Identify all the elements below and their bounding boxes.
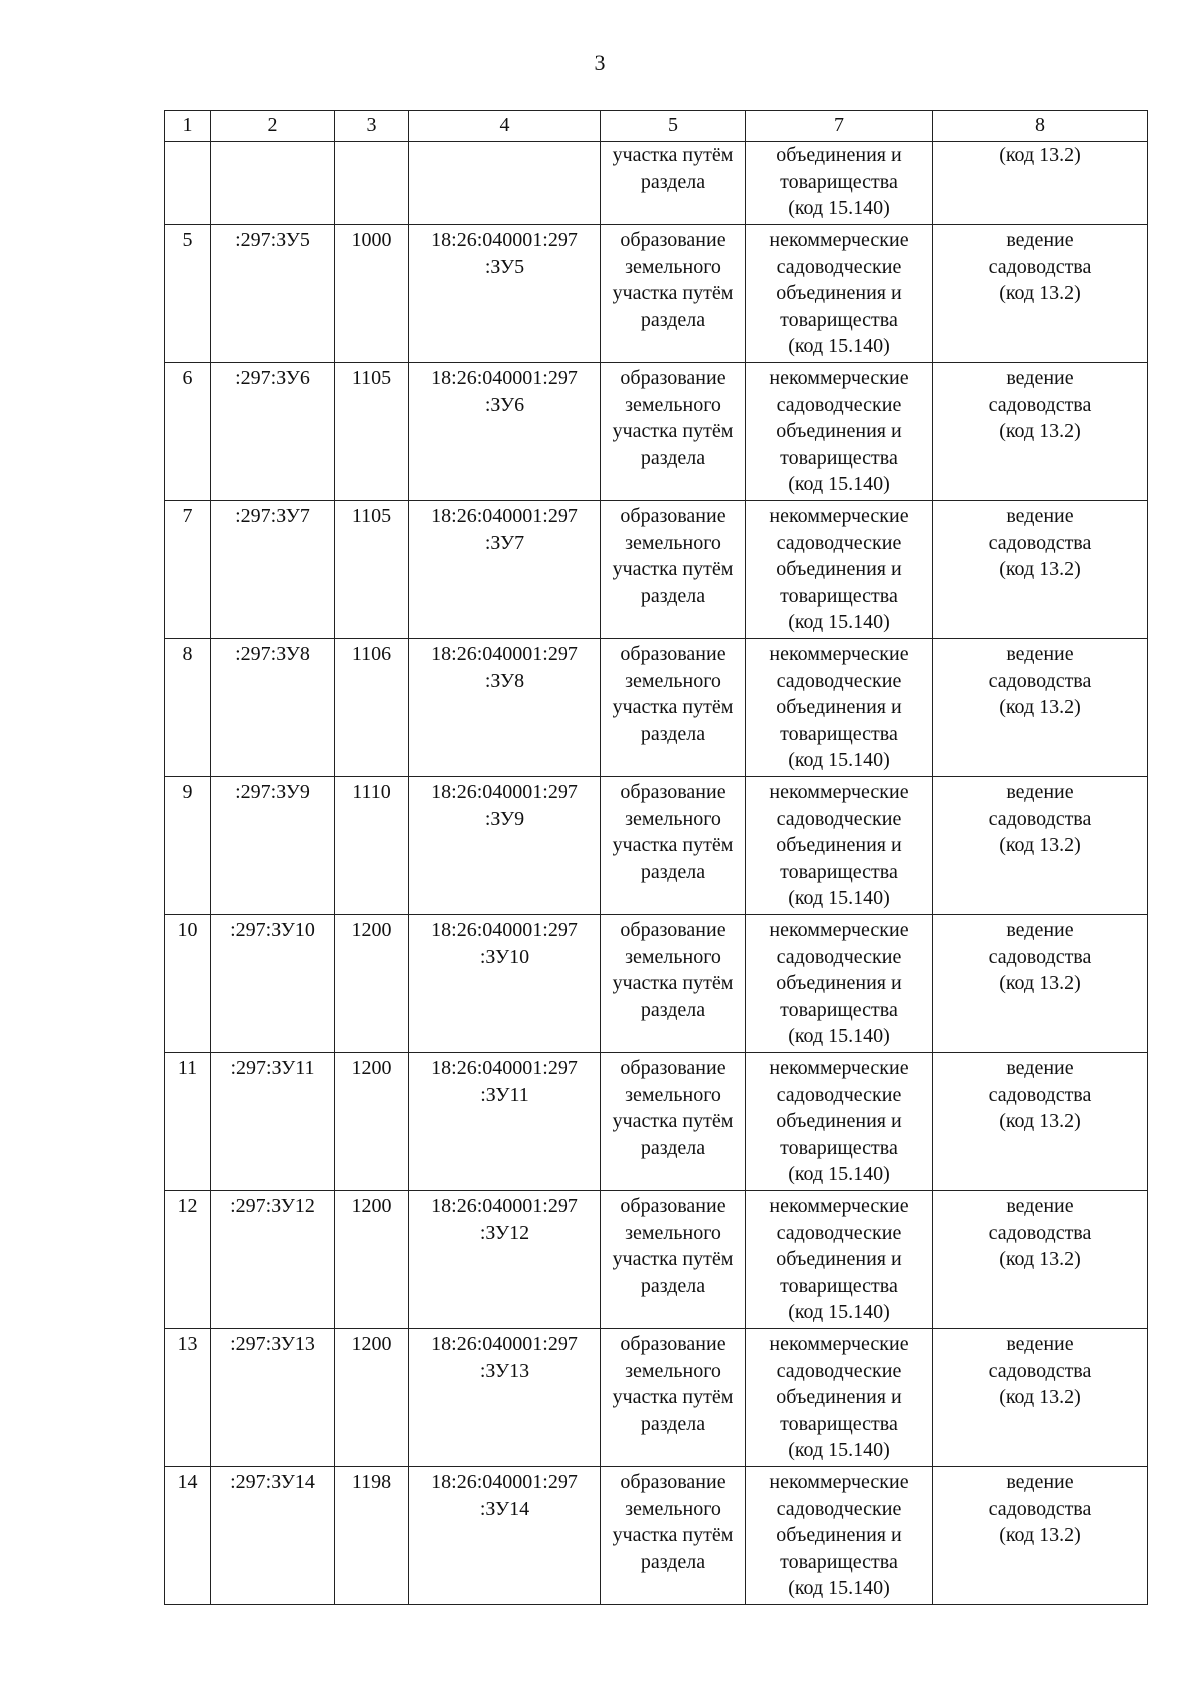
cell-line: ведение xyxy=(1006,505,1074,527)
cell-line: объединения и xyxy=(776,696,902,718)
cell-line: объединения и xyxy=(776,834,902,856)
permitted-use-cell xyxy=(746,501,933,639)
cell-line: 18:26:040001:297 xyxy=(431,505,578,527)
use-type-cell xyxy=(933,1053,1148,1191)
cell-line: садоводческие xyxy=(776,393,902,416)
cell-line: ведение xyxy=(1006,781,1074,803)
cell-line: садоводческие xyxy=(776,945,902,968)
cell-line: участка путём xyxy=(612,1248,734,1270)
cell-line: участка путём xyxy=(612,972,734,994)
cadastral-number-cell xyxy=(409,1467,601,1605)
cell-line: садоводческие xyxy=(776,1083,902,1106)
permitted-use-cell xyxy=(746,225,933,363)
cell-line: садоводческие xyxy=(776,1359,902,1382)
cell-line: образование xyxy=(620,367,726,389)
cell-line: некоммерческие xyxy=(769,367,909,389)
cell-line: раздела xyxy=(640,722,706,745)
cell-line: садоводства xyxy=(988,1221,1092,1244)
cell-line: (код 15.140) xyxy=(788,749,890,771)
cell-line: раздела xyxy=(640,170,706,193)
cell-line: объединения и xyxy=(776,972,902,994)
table-row xyxy=(165,1191,1148,1329)
page-number: 3 xyxy=(594,50,606,75)
cell-line: садоводства xyxy=(988,807,1092,830)
permitted-use-cell xyxy=(746,915,933,1053)
cell-line: 18:26:040001:297 xyxy=(431,643,578,665)
cell-line: образование xyxy=(620,229,726,251)
cell-line: образование xyxy=(620,1195,726,1217)
cell-line: (код 15.140) xyxy=(788,1301,890,1323)
permitted-use-cell xyxy=(746,777,933,915)
cell-line: товарищества xyxy=(780,308,898,331)
cell-line: образование xyxy=(620,1471,726,1493)
cell-line: садоводческие xyxy=(776,255,902,278)
cell-line: садоводческие xyxy=(776,807,902,830)
table-cell xyxy=(335,142,409,225)
use-type-cell xyxy=(933,639,1148,777)
cell-line: объединения и xyxy=(776,1248,902,1270)
plot-id-cell: :297:ЗУ7 xyxy=(211,501,335,639)
permitted-use-cell xyxy=(746,363,933,501)
cell-line: 18:26:040001:297 xyxy=(431,1057,578,1079)
cell-line: участка путём xyxy=(612,834,734,856)
cell-line: (код 15.140) xyxy=(788,1163,890,1185)
plot-id-cell: :297:ЗУ14 xyxy=(211,1467,335,1605)
row-number-cell: 5 xyxy=(165,225,211,363)
cell-line: садоводства xyxy=(988,1497,1092,1520)
formation-method-cell xyxy=(601,1467,746,1605)
area-cell: 1200 xyxy=(335,915,409,1053)
cell-line: земельного xyxy=(625,393,721,416)
row-number-cell: 11 xyxy=(165,1053,211,1191)
header-cell: 5 xyxy=(601,111,746,142)
plot-id-cell: :297:ЗУ12 xyxy=(211,1191,335,1329)
cell-line: товарищества xyxy=(780,722,898,745)
cell-line: раздела xyxy=(640,1412,706,1435)
cell-line: некоммерческие xyxy=(769,1333,909,1355)
cell-line: земельного xyxy=(625,1221,721,1244)
permitted-use-cell xyxy=(746,1191,933,1329)
cell-line: 18:26:040001:297 xyxy=(431,1471,578,1493)
cell-line: участка путём xyxy=(612,1110,734,1132)
cell-line: :ЗУ9 xyxy=(484,807,525,830)
cell-line: ведение xyxy=(1006,367,1074,389)
table-row xyxy=(165,225,1148,363)
use-type-cell xyxy=(933,1467,1148,1605)
cell-line: раздела xyxy=(640,446,706,469)
cell-line: (код 13.2) xyxy=(999,834,1081,856)
cell-line: участка путём xyxy=(612,420,734,442)
area-cell: 1105 xyxy=(335,363,409,501)
cell-line: (код 15.140) xyxy=(788,1025,890,1047)
cell-line: участка путём xyxy=(612,696,734,718)
formation-method-cell xyxy=(601,363,746,501)
formation-method-cell xyxy=(601,1191,746,1329)
cell-line: садоводства xyxy=(988,531,1092,554)
permitted-use-cell xyxy=(746,1053,933,1191)
cell-line: товарищества xyxy=(780,998,898,1021)
row-number-cell: 6 xyxy=(165,363,211,501)
table-row xyxy=(165,1467,1148,1605)
cell-line: ведение xyxy=(1006,643,1074,665)
area-cell: 1200 xyxy=(335,1191,409,1329)
cell-line: некоммерческие xyxy=(769,781,909,803)
cell-line: раздела xyxy=(640,1274,706,1297)
cell-line: :ЗУ8 xyxy=(484,669,525,692)
cell-line: ведение xyxy=(1006,1057,1074,1079)
cell-line: некоммерческие xyxy=(769,1471,909,1493)
plot-id-cell: :297:ЗУ13 xyxy=(211,1329,335,1467)
cell-line: садоводства xyxy=(988,1359,1092,1382)
use-type-cell xyxy=(933,777,1148,915)
cell-line: объединения и xyxy=(776,1524,902,1546)
formation-method-cell xyxy=(601,777,746,915)
cell-line: садоводческие xyxy=(776,1221,902,1244)
cell-line: раздела xyxy=(640,1550,706,1573)
row-number-cell: 10 xyxy=(165,915,211,1053)
cell-line: (код 15.140) xyxy=(788,611,890,633)
cell-line: объединения и xyxy=(776,282,902,304)
cell-line: некоммерческие xyxy=(769,1057,909,1079)
area-cell: 1198 xyxy=(335,1467,409,1605)
formation-method-cell xyxy=(601,1329,746,1467)
cell-line: объединения и xyxy=(776,1386,902,1408)
cell-line: товарищества xyxy=(780,584,898,607)
cell-line: :ЗУ13 xyxy=(479,1359,530,1382)
cell-line: :ЗУ14 xyxy=(479,1497,530,1520)
plot-id-cell: :297:ЗУ6 xyxy=(211,363,335,501)
cell-line: некоммерческие xyxy=(769,919,909,941)
cell-line: товарищества xyxy=(780,1136,898,1159)
cell-line: ведение xyxy=(1006,229,1074,251)
table-row xyxy=(165,1329,1148,1467)
cell-line: (код 13.2) xyxy=(999,1248,1081,1270)
area-cell: 1200 xyxy=(335,1329,409,1467)
cell-line: образование xyxy=(620,919,726,941)
area-cell: 1110 xyxy=(335,777,409,915)
permitted-use-cell xyxy=(746,142,933,225)
cell-line: 18:26:040001:297 xyxy=(431,229,578,251)
cell-line: земельного xyxy=(625,807,721,830)
cell-line: 18:26:040001:297 xyxy=(431,367,578,389)
cell-line: 18:26:040001:297 xyxy=(431,1333,578,1355)
cell-line: садоводства xyxy=(988,1083,1092,1106)
cell-line: (код 13.2) xyxy=(999,696,1081,718)
row-number-cell: 8 xyxy=(165,639,211,777)
header-cell: 2 xyxy=(211,111,335,142)
cell-line: объединения и xyxy=(776,1110,902,1132)
table-cell xyxy=(409,142,601,225)
use-type-cell xyxy=(933,225,1148,363)
plot-id-cell: :297:ЗУ11 xyxy=(211,1053,335,1191)
row-number-cell: 14 xyxy=(165,1467,211,1605)
cell-line: 18:26:040001:297 xyxy=(431,781,578,803)
cell-line: раздела xyxy=(640,308,706,331)
permitted-use-cell xyxy=(746,1467,933,1605)
cell-line: (код 13.2) xyxy=(999,558,1081,580)
cell-line: товарищества xyxy=(780,170,898,193)
cell-line: образование xyxy=(620,643,726,665)
cell-line: (код 15.140) xyxy=(788,1439,890,1461)
area-cell: 1200 xyxy=(335,1053,409,1191)
cell-line: некоммерческие xyxy=(769,505,909,527)
cell-line: земельного xyxy=(625,669,721,692)
table-cell xyxy=(211,142,335,225)
cadastral-number-cell xyxy=(409,363,601,501)
plot-id-cell: :297:ЗУ5 xyxy=(211,225,335,363)
cell-line: образование xyxy=(620,1057,726,1079)
cell-line: ведение xyxy=(1006,1471,1074,1493)
row-number-cell: 13 xyxy=(165,1329,211,1467)
cell-line: товарищества xyxy=(780,1550,898,1573)
cell-line: земельного xyxy=(625,1359,721,1382)
cell-line: раздела xyxy=(640,1136,706,1159)
cell-line: (код 13.2) xyxy=(999,1386,1081,1408)
area-cell: 1106 xyxy=(335,639,409,777)
cell-line: (код 13.2) xyxy=(999,144,1081,166)
formation-method-cell xyxy=(601,639,746,777)
header-cell: 8 xyxy=(933,111,1148,142)
area-cell: 1000 xyxy=(335,225,409,363)
cell-line: садоводства xyxy=(988,393,1092,416)
cell-line: (код 15.140) xyxy=(788,197,890,219)
use-type-cell xyxy=(933,1329,1148,1467)
table-row xyxy=(165,1053,1148,1191)
cadastral-number-cell xyxy=(409,777,601,915)
land-plots-table xyxy=(164,110,1148,1605)
header-cell: 3 xyxy=(335,111,409,142)
cell-line: раздела xyxy=(640,584,706,607)
cell-line: земельного xyxy=(625,945,721,968)
cell-line: садоводства xyxy=(988,945,1092,968)
row-number-cell: 7 xyxy=(165,501,211,639)
cell-line: (код 13.2) xyxy=(999,1110,1081,1132)
cell-line: ведение xyxy=(1006,1333,1074,1355)
cell-line: товарищества xyxy=(780,446,898,469)
cell-line: земельного xyxy=(625,531,721,554)
cell-line: :ЗУ10 xyxy=(479,945,530,968)
header-cell: 4 xyxy=(409,111,601,142)
cell-line: (код 15.140) xyxy=(788,887,890,909)
table-row xyxy=(165,363,1148,501)
use-type-cell xyxy=(933,501,1148,639)
header-cell: 7 xyxy=(746,111,933,142)
formation-method-cell xyxy=(601,915,746,1053)
cell-line: (код 15.140) xyxy=(788,473,890,495)
header-row xyxy=(165,111,1148,142)
cell-line: :ЗУ5 xyxy=(484,255,525,278)
cell-line: участка путём xyxy=(612,282,734,304)
cadastral-number-cell xyxy=(409,501,601,639)
cell-line: участка путём xyxy=(612,144,734,166)
formation-method-cell xyxy=(601,1053,746,1191)
cell-line: участка путём xyxy=(612,558,734,580)
cadastral-number-cell xyxy=(409,639,601,777)
row-number-cell: 12 xyxy=(165,1191,211,1329)
cadastral-number-cell xyxy=(409,1053,601,1191)
cell-line: некоммерческие xyxy=(769,1195,909,1217)
cell-line: ведение xyxy=(1006,1195,1074,1217)
cell-line: образование xyxy=(620,781,726,803)
cadastral-number-cell xyxy=(409,915,601,1053)
cell-line: 18:26:040001:297 xyxy=(431,919,578,941)
cell-line: (код 15.140) xyxy=(788,335,890,357)
cell-line: садоводства xyxy=(988,669,1092,692)
cell-line: ведение xyxy=(1006,919,1074,941)
cell-line: садоводческие xyxy=(776,669,902,692)
use-type-cell xyxy=(933,1191,1148,1329)
permitted-use-cell xyxy=(746,1329,933,1467)
permitted-use-cell xyxy=(746,639,933,777)
continuation-row xyxy=(165,142,1148,225)
cell-line: участка путём xyxy=(612,1524,734,1546)
cell-line: образование xyxy=(620,505,726,527)
cadastral-number-cell xyxy=(409,1191,601,1329)
cell-line: раздела xyxy=(640,860,706,883)
plot-id-cell: :297:ЗУ10 xyxy=(211,915,335,1053)
table-row xyxy=(165,501,1148,639)
use-type-cell xyxy=(933,142,1148,225)
cell-line: земельного xyxy=(625,1083,721,1106)
cell-line: раздела xyxy=(640,998,706,1021)
formation-method-cell xyxy=(601,142,746,225)
plot-id-cell: :297:ЗУ9 xyxy=(211,777,335,915)
plot-id-cell: :297:ЗУ8 xyxy=(211,639,335,777)
cell-line: объединения и xyxy=(776,558,902,580)
cell-line: земельного xyxy=(625,255,721,278)
table-cell xyxy=(165,142,211,225)
cell-line: :ЗУ12 xyxy=(479,1221,530,1244)
cell-line: некоммерческие xyxy=(769,643,909,665)
use-type-cell xyxy=(933,915,1148,1053)
cell-line: товарищества xyxy=(780,1274,898,1297)
table-row xyxy=(165,777,1148,915)
row-number-cell: 9 xyxy=(165,777,211,915)
formation-method-cell xyxy=(601,225,746,363)
cell-line: (код 13.2) xyxy=(999,420,1081,442)
cell-line: (код 13.2) xyxy=(999,972,1081,994)
formation-method-cell xyxy=(601,501,746,639)
cell-line: участка путём xyxy=(612,1386,734,1408)
cell-line: :ЗУ6 xyxy=(484,393,525,416)
use-type-cell xyxy=(933,363,1148,501)
cadastral-number-cell xyxy=(409,1329,601,1467)
cell-line: (код 15.140) xyxy=(788,1577,890,1599)
cell-line: земельного xyxy=(625,1497,721,1520)
cadastral-number-cell xyxy=(409,225,601,363)
cell-line: садоводческие xyxy=(776,531,902,554)
cell-line: :ЗУ7 xyxy=(484,531,525,554)
cell-line: объединения и xyxy=(776,144,902,166)
table-row xyxy=(165,915,1148,1053)
cell-line: (код 13.2) xyxy=(999,1524,1081,1546)
cell-line: садоводческие xyxy=(776,1497,902,1520)
cell-line: образование xyxy=(620,1333,726,1355)
cell-line: :ЗУ11 xyxy=(480,1083,529,1106)
cell-line: садоводства xyxy=(988,255,1092,278)
table-row xyxy=(165,639,1148,777)
header-cell: 1 xyxy=(165,111,211,142)
cell-line: (код 13.2) xyxy=(999,282,1081,304)
cell-line: 18:26:040001:297 xyxy=(431,1195,578,1217)
cell-line: товарищества xyxy=(780,860,898,883)
cell-line: некоммерческие xyxy=(769,229,909,251)
cell-line: товарищества xyxy=(780,1412,898,1435)
cell-line: объединения и xyxy=(776,420,902,442)
area-cell: 1105 xyxy=(335,501,409,639)
